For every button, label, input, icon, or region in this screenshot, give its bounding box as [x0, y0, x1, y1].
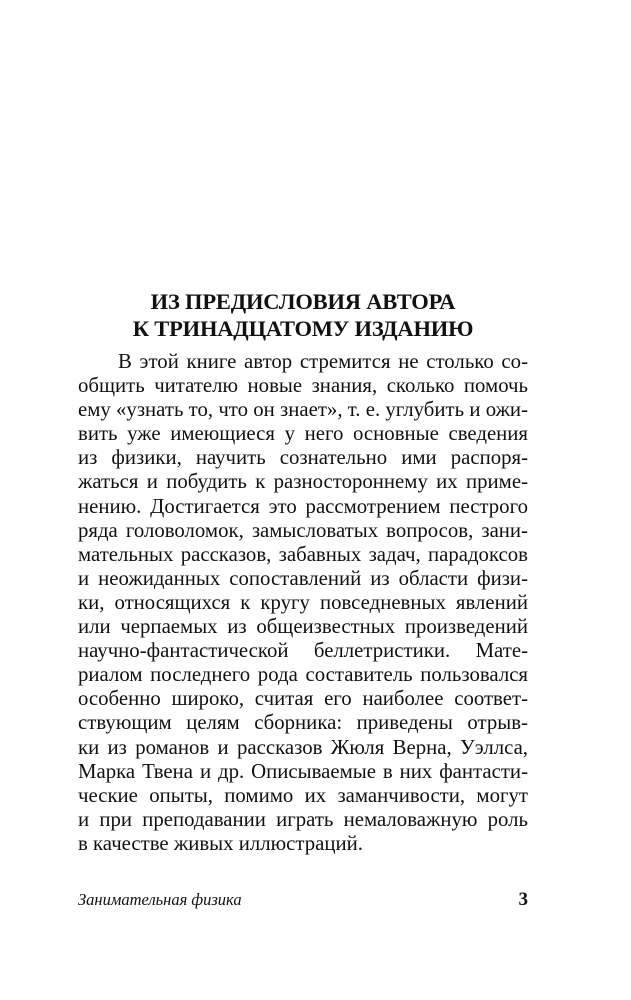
- text-line: особенно широко, считая его наиболее соответ-: [78, 687, 528, 711]
- text-line: ряда головоломок, замысловатых вопросов, зани-: [78, 518, 528, 542]
- text-line: мательных рассказов, забавных задач, парадоксов: [78, 542, 528, 566]
- text-line: ки, относящихся к кругу повседневных явлений: [78, 590, 528, 614]
- text-line: ческие опыты, помимо их заманчивости, могут: [78, 783, 528, 807]
- heading-line-2: К ТРИНАДЦАТОМУ ИЗДАНИЮ: [132, 316, 474, 341]
- page-footer: [78, 888, 528, 912]
- page-number: 3: [518, 889, 528, 910]
- text-line: вить уже имеющиеся у него основные сведения: [78, 422, 528, 446]
- text-line: жаться и побудить к разностороннему их приме-: [78, 470, 528, 494]
- text-line: Марка Твена и др. Описываемые в них фантасти-: [78, 759, 528, 783]
- text-line: ствующим целям сборника: приведены отрыв-: [78, 711, 528, 735]
- text-line: В этой книге автор стремится не столько со-: [118, 350, 528, 373]
- text-line: и неожиданных сопоставлений из области физи-: [78, 566, 528, 590]
- heading-line-1: ИЗ ПРЕДИСЛОВИЯ АВТОРА: [150, 289, 456, 314]
- text-line: ему «узнать то, что он знает», т. е. углубить и ожи-: [78, 398, 528, 422]
- text-line: в качестве живых иллюстраций.: [78, 831, 363, 855]
- text-line: ки из романов и рассказов Жюля Верна, Уэллса,: [78, 735, 528, 759]
- section-heading: [78, 288, 528, 342]
- text-line: нению. Достигается это рассмотрением пестрого: [78, 494, 528, 518]
- text-line: риалом последнего рода составитель пользовался: [78, 663, 528, 687]
- text-line: или черпаемых из общеизвестных произведений: [78, 615, 528, 639]
- text-line: и при преподавании играть немаловажную роль: [78, 807, 528, 831]
- body-paragraph: [78, 350, 528, 856]
- running-title: Занимательная физика: [78, 890, 242, 909]
- text-line: из физики, научить сознательно ими распоря-: [78, 446, 528, 470]
- text-line: общить читателю новые знания, сколько помочь: [78, 374, 528, 398]
- text-line: научно-фантастической беллетристики. Мате-: [78, 639, 528, 663]
